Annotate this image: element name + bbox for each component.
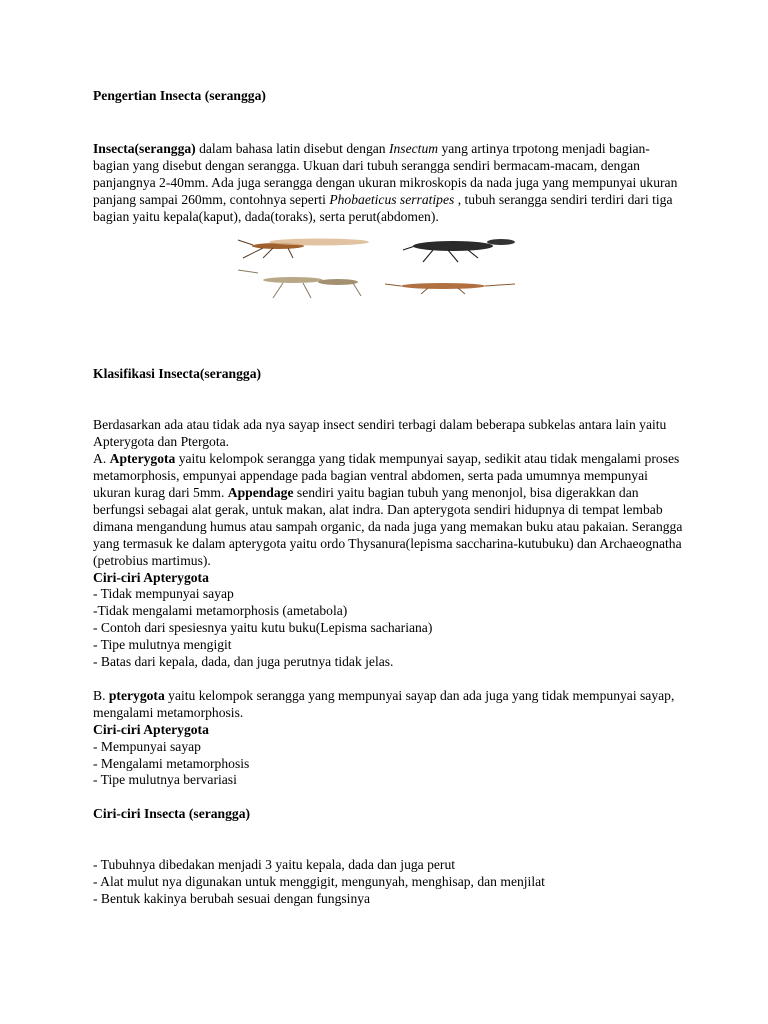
insect-fly-image (238, 239, 369, 259)
term-pterygota: pterygota (108, 687, 165, 703)
list-item: - Contoh dari spesiesnya yaitu kutu buku(Lepisma sachariana) (93, 620, 433, 636)
insect-stick-image (385, 283, 515, 294)
list-item: -Tidak mengalami metamorphosis (ametabola) (93, 603, 348, 619)
list-item: - Tubuhnya dibedakan menjadi 3 yaitu kepala, dada dan juga perut (93, 857, 456, 873)
list-item: - Bentuk kakinya berubah sesuai dengan fungsinya (93, 891, 371, 907)
section-heading-pengertian: Pengertian Insecta (serangga) (93, 88, 266, 103)
section-heading-klasifikasi: Klasifikasi Insecta(serangga) (93, 366, 262, 382)
list-item: - Mempunyai sayap (93, 738, 201, 754)
list-item: - Tipe mulutnya bervariasi (93, 772, 237, 788)
list-prefix: B. (93, 687, 109, 703)
text-run: , tubuh serangga sendiri terdiri dari tiga bagian yaitu kepala(kaput), dada(toraks), serta perut(abdomen). (93, 191, 673, 224)
section-heading-ciri-insecta: Ciri-ciri Insecta (serangga) (93, 806, 251, 822)
insect-beetle-image (403, 239, 515, 262)
paragraph-pterygota (93, 688, 683, 722)
list-item: - Tidak mempunyai sayap (93, 586, 234, 602)
insect-photos (233, 228, 543, 308)
text-run: dalam bahasa latin disebut dengan (195, 140, 389, 156)
paragraph-klasifikasi-intro: Berdasarkan ada atau tidak ada nya sayap insect sendiri terbagi dalam beberapa subkelas antara lain yaitu Apterygota dan Ptergota. (93, 417, 667, 450)
list-item: - Batas dari kepala, dada, dan juga perutnya tidak jelas. (93, 654, 394, 670)
subheading-ciri-pterygota: Ciri-ciri Apterygota (93, 721, 209, 737)
term-insectum: Insectum (388, 140, 439, 156)
insect-images-figure (93, 225, 683, 333)
text-run: sendiri yaitu bagian tubuh yang menonjol, bisa digerakkan dan berfungsi sebagai alat gerak, untuk makan, alat indra. Dan apterygota sendiri hidupnya di tempat lembab dimana mengandung humus atau sampah organic, da nada juga yang memakan buku atau pakaian. Serangga yang termasuk ke dalam apterygota yaitu ordo Thysanura(lepisma saccharina-kutubuku) dan Archaeognatha (petrobius martimus). (93, 484, 683, 568)
list-prefix: A. (93, 451, 110, 467)
document-page (93, 88, 683, 908)
paragraph-pengertian (93, 141, 683, 226)
insect-mantid-image (238, 270, 361, 298)
list-item: - Tipe mulutnya mengigit (93, 637, 232, 653)
text-run: yaitu kelompok serangga yang tidak mempunyai sayap, sedikit atau tidak mengalami proses metamorphosis, empunyai appendage pada bagian ventral abdomen, serta pada umumnya mempunyai ukuran kurag dari 5mm. (93, 451, 680, 500)
term-phobaeticus: Phobaeticus serratipes (329, 191, 455, 207)
subheading-ciri-apterygota: Ciri-ciri Apterygota (93, 569, 209, 585)
text-run: yaitu kelompok serangga yang mempunyai sayap dan ada juga yang tidak mempunyai sayap, mengalami metamorphosis. (93, 687, 675, 720)
paragraph-apterygota (93, 451, 683, 569)
term-apterygota: Apterygota (109, 451, 176, 467)
list-item: - Alat mulut nya digunakan untuk menggigit, mengunyah, menghisap, dan menjilat (93, 874, 545, 890)
term-appendage: Appendage (227, 484, 294, 500)
text-run: yang artinya trpotong menjadi bagian-bagian yang disebut dengan serangga. Ukuan dari tubuh serangga sendiri bermacam-macam, dengan panjangnya 2-40mm. Ada juga serangga dengan ukuran mikroskopis da nada juga yang mempunyai ukuran panjang sampai 260mm, contohnya seperti (93, 140, 678, 207)
term-insecta: Insecta(serangga) (93, 140, 196, 156)
list-item: - Mengalami metamorphosis (93, 755, 250, 771)
